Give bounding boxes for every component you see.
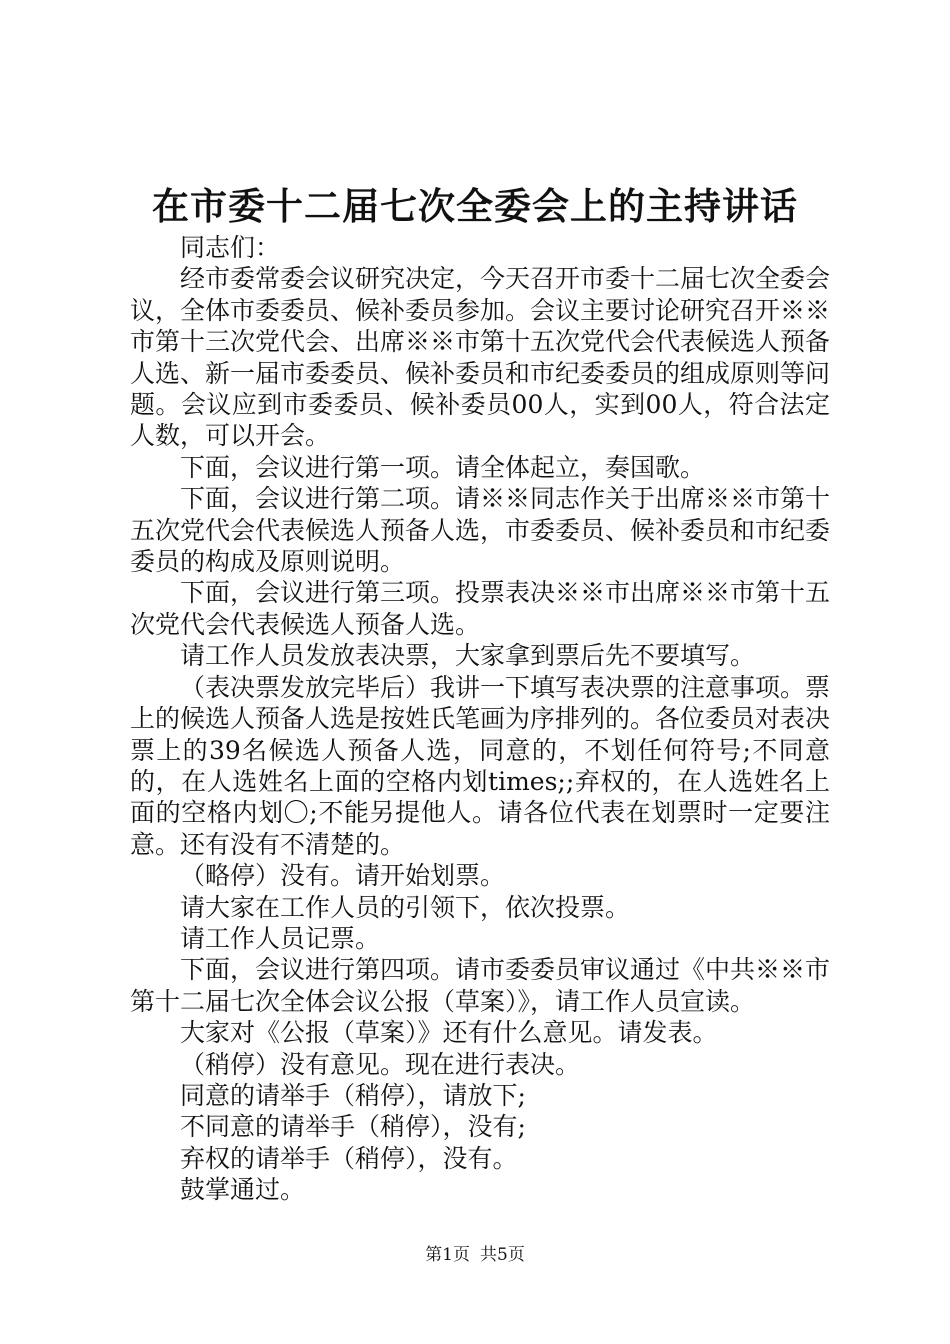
document-body	[130, 232, 830, 1206]
paragraph-salutation: 同志们：	[180, 233, 281, 262]
paragraph-ballot-instructions: （表决票发放完毕后）我讲一下填写表决票的注意事项。票上的候选人预备人选是按姓氏笔画为序排列的。各位委员对表决票上的39名候选人预备人选，同意的，不划任何符号;不同意的，在人选姓名上面的空格内划times;;弃权的，在人选姓名上面的空格内划〇;不能另提他人。请各位代表在划票时一定要注意。还有没有不清楚的。	[130, 672, 831, 859]
paragraph-item-two: 下面，会议进行第二项。请※※同志作关于出席※※市第十五次党代会代表候选人预备人选，市委委员、候补委员和市纪委委员的构成及原则说明。	[130, 484, 831, 577]
page-number: 第1页	[425, 1245, 470, 1265]
paragraph-start-vote: （稍停）没有意见。现在进行表决。	[180, 1049, 581, 1079]
paragraph-item-four: 下面，会议进行第四项。请市委委员审议通过《中共※※市第十二届七次全体会议公报（草案）》，请工作人员宣读。	[130, 955, 831, 1016]
paragraph-vote-disagree: 不同意的请举手（稍停），没有;	[180, 1112, 526, 1142]
paragraph-distribute-ballots: 请工作人员发放表决票，大家拿到票后先不要填写。	[180, 641, 756, 671]
page-total: 共5页	[480, 1245, 525, 1265]
paragraph-opening: 经市委常委会议研究决定，今天召开市委十二届七次全委会议，全体市委委员、候补委员参加。会议主要讨论研究召开※※市第十三次党代会、出席※※市第十五次党代会代表候选人预备人选、新一届市委委员、候补委员和市纪委委员的组成原则等问题。会议应到市委委员、候补委员00人，实到00人，符合法定人数，可以开会。	[130, 264, 831, 451]
paragraph-vote-abstain: 弃权的请举手（稍停），没有。	[180, 1143, 518, 1173]
paragraph-item-three: 下面，会议进行第三项。投票表决※※市出席※※市第十五次党代会代表候选人预备人选。	[130, 578, 831, 639]
paragraph-count-votes: 请工作人员记票。	[180, 923, 381, 953]
document-title: 在市委十二届七次全委会上的主持讲话	[152, 184, 798, 228]
paragraph-request-opinions: 大家对《公报（草案）》还有什么意见。请发表。	[180, 1018, 718, 1048]
page-footer	[0, 1243, 950, 1267]
paragraph-item-one: 下面，会议进行第一项。请全体起立，奏国歌。	[180, 452, 706, 482]
paragraph-vote-agree: 同意的请举手（稍停），请放下;	[180, 1080, 526, 1110]
paragraph-start-marking: （略停）没有。请开始划票。	[180, 861, 506, 891]
paragraph-cast-votes: 请大家在工作人员的引领下，依次投票。	[180, 892, 631, 922]
paragraph-approved: 鼓掌通过。	[180, 1175, 306, 1205]
